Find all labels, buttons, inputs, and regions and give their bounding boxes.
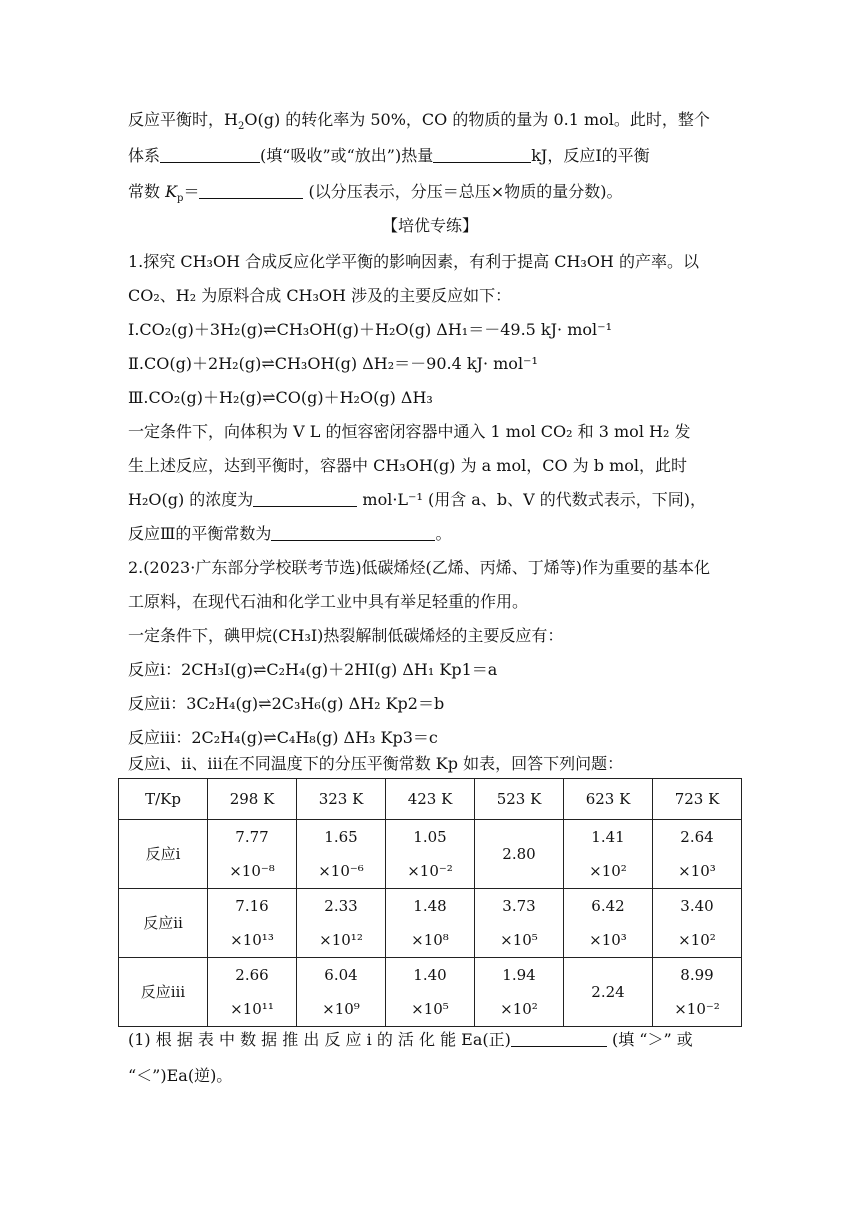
- answer-blank[interactable]: [511, 1030, 607, 1047]
- text-segment: 反应平衡时，H: [128, 110, 238, 129]
- q1-line: 1.探究 CH₃OH 合成反应化学平衡的影响因素，有利于提高 CH₃OH 的产率。以: [128, 252, 699, 271]
- table-cell: 1.94 ×10²: [475, 958, 564, 1027]
- table-header-cell: 423 K: [386, 779, 475, 820]
- table-cell: 3.73 ×10⁵: [475, 889, 564, 958]
- table-cell: 2.33 ×10¹²: [297, 889, 386, 958]
- text-segment: H₂O(g) 的浓度为: [128, 490, 254, 509]
- text-segment: mol·L⁻¹ (用含 a、b、V 的代数式表示，下同)，: [357, 490, 706, 509]
- text-line: [128, 144, 650, 168]
- table-cell: 2.66 ×10¹¹: [208, 958, 297, 1027]
- text-segment: (1) 根 据 表 中 数 据 推 出 反 应 ⅰ 的 活 化 能 Ea(正): [128, 1030, 511, 1049]
- text-segment: (以分压表示，分压＝总压×物质的量分数)。: [303, 182, 623, 201]
- table-header-cell: 323 K: [297, 779, 386, 820]
- text-segment: 反应Ⅲ的平衡常数为: [128, 524, 272, 543]
- text-segment: 常数: [128, 182, 166, 201]
- table-row: [119, 889, 742, 958]
- table-header-row: [119, 779, 742, 820]
- table-header-cell: 523 K: [475, 779, 564, 820]
- table-cell: 2.64 ×10³: [653, 820, 742, 889]
- text-segment: 体系: [128, 146, 161, 165]
- text-segment: ＝: [183, 182, 200, 201]
- text-segment: 。: [435, 524, 452, 543]
- table-cell: 3.40 ×10²: [653, 889, 742, 958]
- table-cell: 7.16 ×10¹³: [208, 889, 297, 958]
- answer-blank[interactable]: [253, 490, 357, 507]
- answer-blank[interactable]: [271, 524, 435, 541]
- q2-sub1: [128, 1028, 693, 1052]
- q2-sub1-cont: “＜”)Ea(逆)。: [128, 1066, 233, 1085]
- table-cell: 1.05 ×10⁻²: [386, 820, 475, 889]
- q1-reaction-2: Ⅱ.CO(g)＋2H₂(g)⇌CH₃OH(g) ΔH₂＝－90.4 kJ· mol⁻¹: [128, 354, 538, 373]
- table-cell: 1.41 ×10²: [564, 820, 653, 889]
- table-header-cell: 723 K: [653, 779, 742, 820]
- row-label: 反应ⅱ: [119, 889, 208, 958]
- row-label: 反应ⅰ: [119, 820, 208, 889]
- table-row: [119, 958, 742, 1027]
- table-cell: 1.48 ×10⁸: [386, 889, 475, 958]
- q1-reaction-3: Ⅲ.CO₂(g)＋H₂(g)⇌CO(g)＋H₂O(g) ΔH₃: [128, 388, 433, 407]
- q1-reaction-1: Ⅰ.CO₂(g)＋3H₂(g)⇌CH₃OH(g)＋H₂O(g) ΔH₁＝－49.5 kJ· mol⁻¹: [128, 320, 612, 339]
- text-segment: (填 “＞” 或: [606, 1030, 693, 1049]
- table-cell: 1.65 ×10⁻⁶: [297, 820, 386, 889]
- q2-reaction-ii: 反应ⅱ：3C₂H₄(g)⇌2C₃H₆(g) ΔH₂ Kp2＝b: [128, 694, 445, 713]
- kp-table: [118, 778, 742, 1027]
- row-label: 反应ⅲ: [119, 958, 208, 1027]
- q2-line: 反应ⅰ、ⅱ、ⅲ在不同温度下的分压平衡常数 Kp 如表，回答下列问题：: [128, 754, 624, 773]
- q1-line: [128, 488, 706, 512]
- section-heading: 【培优专练】: [381, 216, 478, 235]
- table-header-cell: 298 K: [208, 779, 297, 820]
- q2-reaction-i: 反应ⅰ：2CH₃I(g)⇌C₂H₄(g)＋2HI(g) ΔH₁ Kp1＝a: [128, 660, 498, 679]
- table-header-cell: 623 K: [564, 779, 653, 820]
- text-segment: O(g) 的转化率为 50%，CO 的物质的量为 0.1 mol。此时，整个: [244, 110, 710, 129]
- q2-line: 2.(2023·广东部分学校联考节选)低碳烯烃(乙烯、丙烯、丁烯等)作为重要的基本化: [128, 558, 711, 577]
- table-cell: 8.99 ×10⁻²: [653, 958, 742, 1027]
- q1-line: CO₂、H₂ 为原料合成 CH₃OH 涉及的主要反应如下：: [128, 286, 512, 305]
- table-cell: 6.42 ×10³: [564, 889, 653, 958]
- table-row: [119, 820, 742, 889]
- table-cell: 6.04 ×10⁹: [297, 958, 386, 1027]
- q2-line: 工原料，在现代石油和化学工业中具有举足轻重的作用。: [128, 592, 529, 611]
- answer-blank[interactable]: [199, 182, 303, 199]
- table-header-cell: T/Kp: [119, 779, 208, 820]
- table-cell: 2.80: [475, 820, 564, 889]
- text-line: 常数 $K_p=$ (以分压表示，分压＝总压×物质的量分数)。: [128, 182, 623, 205]
- table-cell: 7.77 ×10⁻⁸: [208, 820, 297, 889]
- table-cell: 2.24: [564, 958, 653, 1027]
- text-line: 反应平衡时，$H_2O(g)$ 的转化率为 50%，CO 的物质的量为 0.1 mol。此时，整个: [128, 110, 710, 133]
- answer-blank[interactable]: [433, 146, 531, 163]
- q1-line: 一定条件下，向体积为 V L 的恒容密闭容器中通入 1 mol CO₂ 和 3 mol H₂ 发: [128, 422, 691, 441]
- q1-line: [128, 522, 451, 546]
- q2-line: 一定条件下，碘甲烷(CH₃I)热裂解制低碳烯烃的主要反应有：: [128, 626, 564, 645]
- text-segment: (填“吸收”或“放出”)热量: [260, 146, 434, 165]
- text-segment: kJ，反应Ⅰ的平衡: [531, 146, 650, 165]
- table-cell: 1.40 ×10⁵: [386, 958, 475, 1027]
- q2-reaction-iii: 反应ⅲ：2C₂H₄(g)⇌C₄H₈(g) ΔH₃ Kp3＝c: [128, 728, 438, 747]
- answer-blank[interactable]: [160, 146, 260, 163]
- q1-line: 生上述反应，达到平衡时，容器中 CH₃OH(g) 为 a mol，CO 为 b mol，此时: [128, 456, 687, 475]
